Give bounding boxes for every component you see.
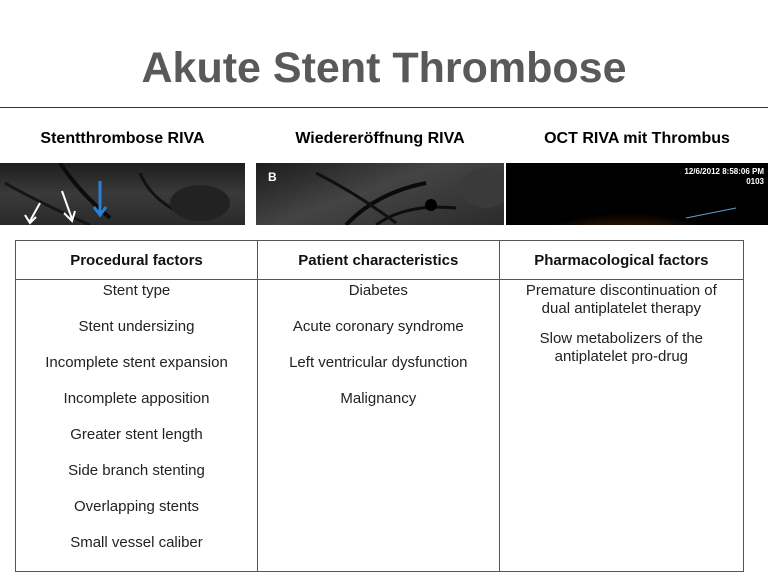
title-divider — [0, 107, 768, 108]
list-item: Stent undersizing — [78, 318, 195, 335]
table-header-row — [16, 241, 744, 280]
risk-factors-table — [15, 240, 744, 572]
patient-column — [258, 280, 500, 572]
list-item: Premature discontinuation of dual antiplatelet therapy — [525, 282, 717, 317]
list-item: Acute coronary syndrome — [292, 318, 464, 335]
list-item: Stent type — [102, 282, 171, 299]
oct-image — [506, 163, 768, 225]
list-item: Diabetes — [348, 282, 408, 299]
list-item: Malignancy — [340, 390, 417, 407]
list-item: Left ventricular dysfunction — [289, 354, 468, 371]
header-patient: Patient characteristics — [258, 241, 500, 280]
list-item: Overlapping stents — [73, 498, 200, 515]
caption-oct: OCT RIVA mit Thrombus — [544, 130, 730, 147]
list-item: Incomplete stent expansion — [45, 354, 228, 371]
table-body-row — [16, 280, 744, 572]
header-procedural: Procedural factors — [16, 241, 258, 280]
list-item: Incomplete apposition — [63, 390, 210, 407]
angiogram-thrombosis-image — [0, 163, 245, 225]
image-label-b: B — [268, 170, 277, 184]
angiogram-reopening-graphic — [256, 163, 504, 225]
pharmacological-column — [499, 280, 743, 572]
list-item: Slow metabolizers of the antiplatelet pro-drug — [539, 330, 704, 365]
procedural-column — [16, 280, 258, 572]
header-pharmacological: Pharmacological factors — [499, 241, 743, 280]
list-item: Side branch stenting — [68, 462, 205, 479]
oct-timestamp: 12/6/2012 8:58:06 PM 0103 — [684, 167, 764, 186]
caption-stent-thrombosis: Stentthrombose RIVA — [40, 130, 205, 147]
list-item: Small vessel caliber — [70, 534, 203, 551]
slide-title: Akute Stent Thrombose — [141, 44, 627, 92]
caption-reopening: Wiedereröffnung RIVA — [295, 130, 465, 147]
list-item: Greater stent length — [70, 426, 203, 443]
angiogram-thrombosis-graphic — [0, 163, 245, 225]
angiogram-reopening-image — [256, 163, 504, 225]
